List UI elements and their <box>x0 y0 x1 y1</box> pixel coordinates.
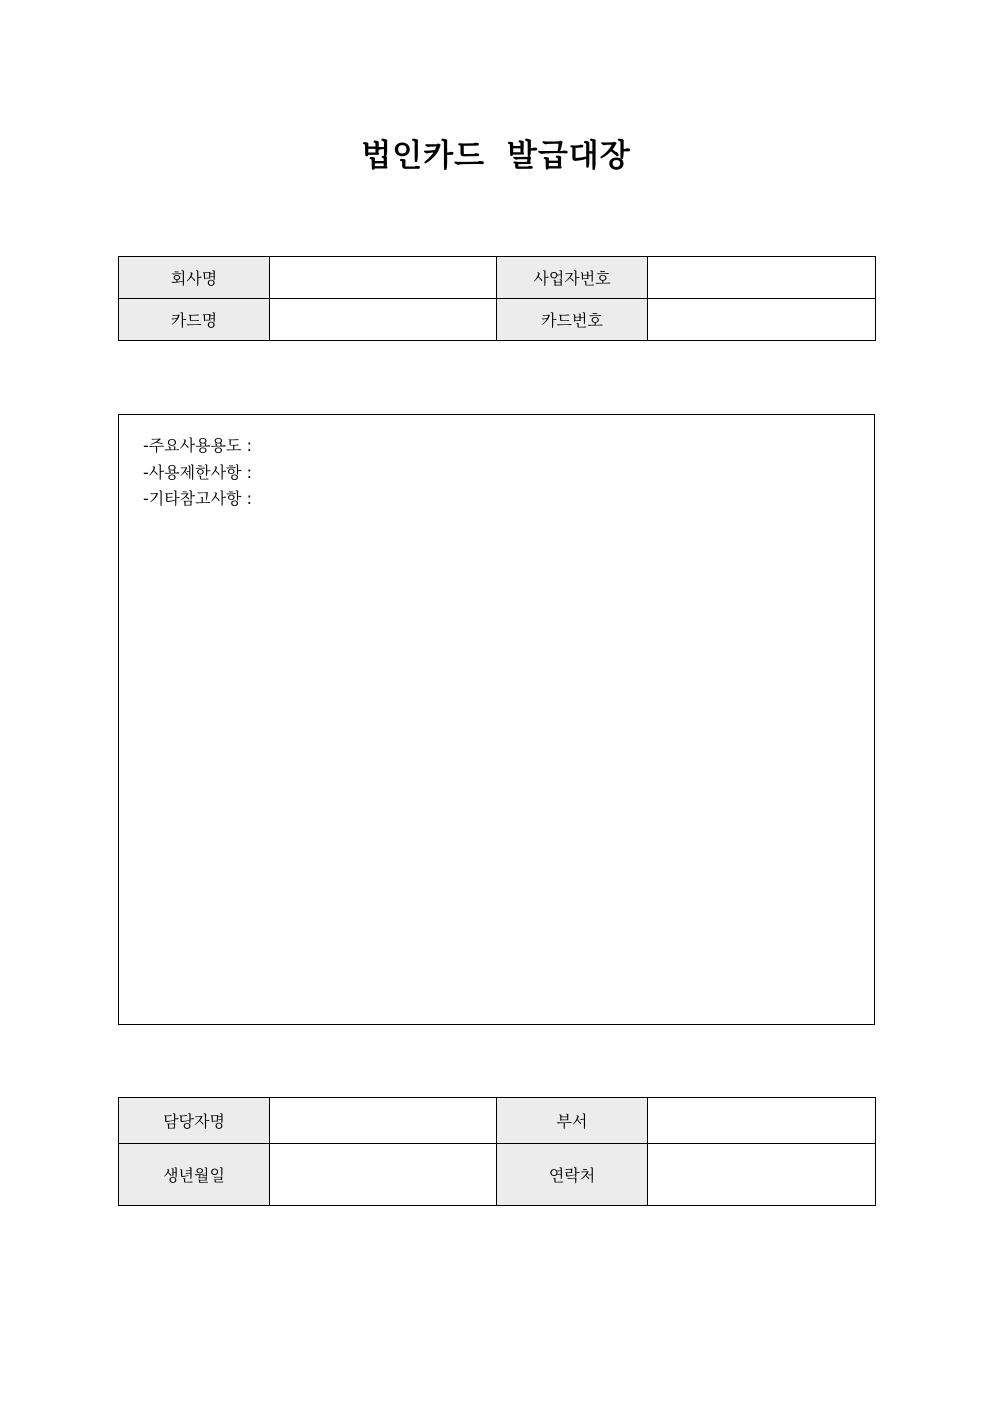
card-number-field[interactable] <box>648 299 876 341</box>
birth-date-label: 생년월일 <box>119 1144 270 1206</box>
manager-name-label: 담당자명 <box>119 1098 270 1144</box>
manager-name-field[interactable] <box>270 1098 497 1144</box>
card-info-row-company <box>119 257 876 299</box>
contact-field[interactable] <box>648 1144 876 1206</box>
department-field[interactable] <box>648 1098 876 1144</box>
card-info-table <box>118 256 876 341</box>
notes-line-main-usage: -주요사용용도 : <box>143 436 252 455</box>
birth-date-field[interactable] <box>270 1144 497 1206</box>
card-info-row-card <box>119 299 876 341</box>
contact-label: 연락처 <box>497 1144 648 1206</box>
manager-info-row-name <box>119 1098 876 1144</box>
notes-box[interactable] <box>118 414 875 1025</box>
card-name-label: 카드명 <box>119 299 270 341</box>
card-number-label: 카드번호 <box>497 299 648 341</box>
card-name-field[interactable] <box>270 299 497 341</box>
manager-info-row-birth <box>119 1144 876 1206</box>
notes-line-other-remarks: -기타참고사항 : <box>143 489 252 508</box>
document-title: 법인카드 발급대장 <box>361 138 631 174</box>
notes-list <box>143 433 252 513</box>
manager-info-table <box>118 1097 876 1206</box>
department-label: 부서 <box>497 1098 648 1144</box>
notes-line-usage-restrictions: -사용제한사항 : <box>143 462 252 482</box>
business-number-label: 사업자번호 <box>497 257 648 299</box>
company-name-field[interactable] <box>270 257 497 299</box>
business-number-field[interactable] <box>648 257 876 299</box>
company-name-label: 회사명 <box>119 257 270 299</box>
